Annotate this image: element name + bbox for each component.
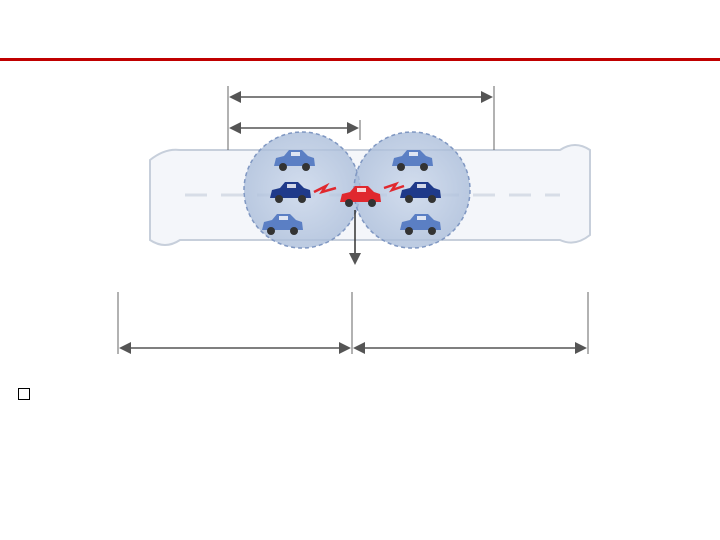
checkbox-bullet-icon [18,388,30,400]
